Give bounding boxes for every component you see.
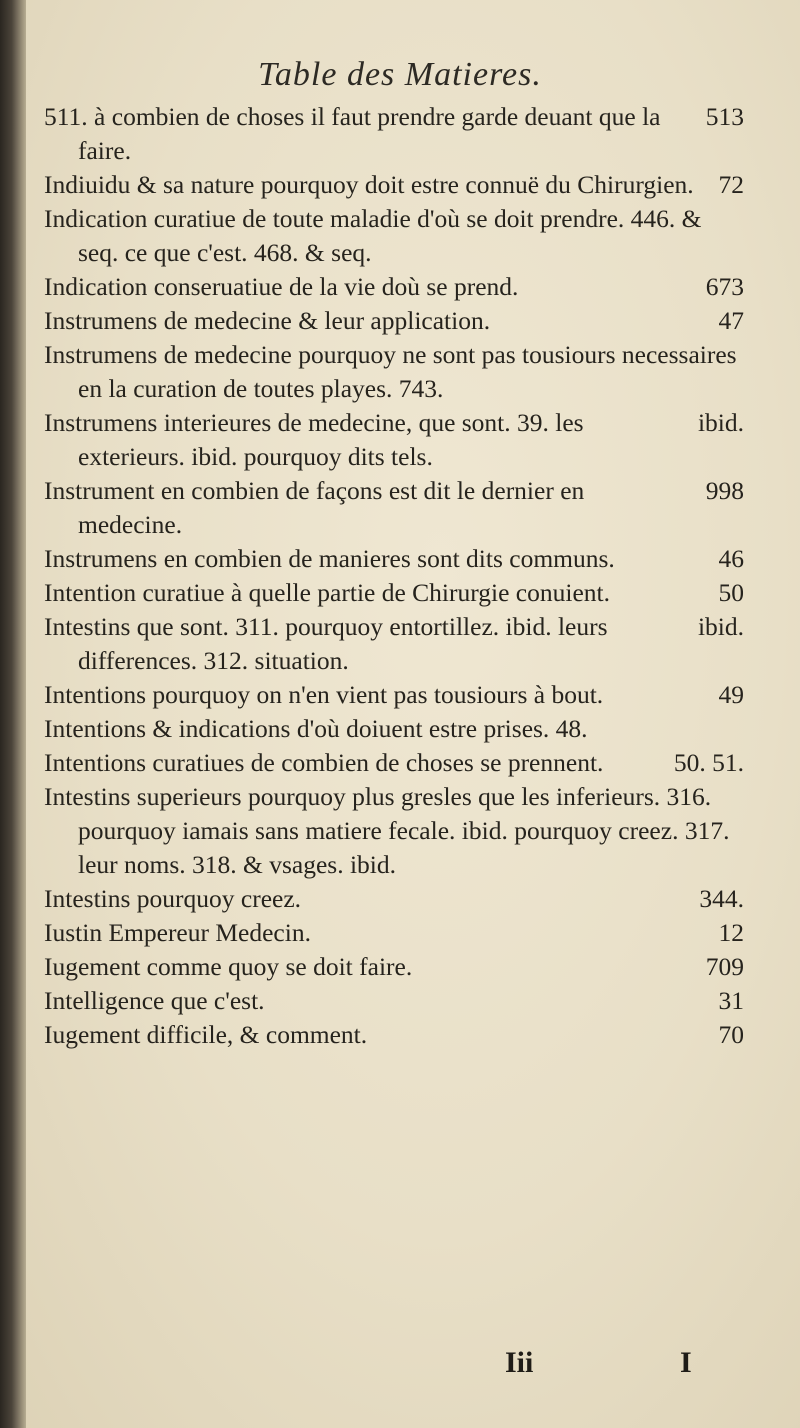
index-entry [44, 610, 744, 678]
index-entry [44, 916, 744, 950]
index-entry [44, 1018, 744, 1052]
page-reference: ibid. [697, 408, 744, 437]
binding-edge [0, 0, 26, 1428]
entry-text: 511. à combien de choses il faut prendre garde deuant que la faire. [44, 102, 661, 165]
index-entry [44, 576, 744, 610]
entry-text: Intestins que sont. 311. pourquoy entortillez. ibid. leurs differences. 312. situation. [44, 612, 608, 675]
index-entry [44, 780, 744, 882]
index-entry [44, 984, 744, 1018]
index-entry [44, 304, 744, 338]
page-reference: 31 [718, 986, 744, 1015]
entry-text: Intention curatiue à quelle partie de Chirurgie conuient. [44, 578, 610, 607]
entry-text: Indication conseruatiue de la vie doù se prend. [44, 272, 519, 301]
index-entry [44, 542, 744, 576]
index-entry [44, 882, 744, 916]
signature-mark: Iii [505, 1346, 534, 1379]
page-reference: 50. 51. [673, 748, 744, 777]
page-reference: 70 [718, 1020, 744, 1049]
entry-text: Iugement difficile, & comment. [44, 1020, 368, 1049]
catchword: I [680, 1346, 692, 1379]
page-reference: 344. [699, 884, 744, 913]
index-entry [44, 338, 744, 406]
page-reference: 709 [705, 952, 744, 981]
running-header: Table des Matieres. [258, 56, 542, 93]
entry-text: Instrumens de medecine pourquoy ne sont pas tousiours necessaires en la curation de toutes playes. 743. [44, 340, 737, 403]
page-reference: 46 [718, 544, 744, 573]
entry-text: Intestins pourquoy creez. [44, 884, 302, 913]
index-entry [44, 270, 744, 304]
index-entry [44, 406, 744, 474]
page-reference: 72 [718, 170, 744, 199]
entry-text: Intentions & indications d'où doiuent estre prises. 48. [44, 714, 588, 743]
page-reference: 998 [705, 476, 744, 505]
entry-text: Instrumens de medecine & leur application. [44, 306, 491, 335]
entry-text: Indiuidu & sa nature pourquoy doit estre connuë du Chirurgien. [44, 170, 694, 199]
index-entry [44, 168, 744, 202]
entry-text: Intestins superieurs pourquoy plus gresles que les inferieurs. 316. pourquoy iamais sans matiere fecale. ibid. pourquoy creez. 317. leur noms. 318. & vsages. ibid. [44, 782, 730, 879]
index-entry [44, 474, 744, 542]
entry-text: Intelligence que c'est. [44, 986, 265, 1015]
index-entry [44, 950, 744, 984]
entry-text: Iugement comme quoy se doit faire. [44, 952, 413, 981]
entry-text: Instrument en combien de façons est dit le dernier en medecine. [44, 476, 585, 539]
page-reference: 673 [705, 272, 744, 301]
entry-text: Instrumens interieures de medecine, que sont. 39. les exterieurs. ibid. pourquoy dits tels. [44, 408, 584, 471]
index-entry [44, 100, 744, 168]
index-entry [44, 712, 744, 746]
index-entry [44, 746, 744, 780]
entry-text: Indication curatiue de toute maladie d'où se doit prendre. 446. & seq. ce que c'est. 468. & seq. [44, 204, 702, 267]
index-entries [44, 100, 744, 1052]
index-entry [44, 678, 744, 712]
page-reference: 49 [718, 680, 744, 709]
entry-text: Instrumens en combien de manieres sont dits communs. [44, 544, 615, 573]
page-reference: ibid. [697, 612, 744, 641]
page-reference: 47 [718, 306, 744, 335]
page-reference: 513 [705, 102, 744, 131]
index-entry [44, 202, 744, 270]
entry-text: Iustin Empereur Medecin. [44, 918, 311, 947]
page-reference: 12 [718, 918, 744, 947]
page-reference: 50 [718, 578, 744, 607]
entry-text: Intentions pourquoy on n'en vient pas tousiours à bout. [44, 680, 604, 709]
entry-text: Intentions curatiues de combien de choses se prennent. [44, 748, 604, 777]
